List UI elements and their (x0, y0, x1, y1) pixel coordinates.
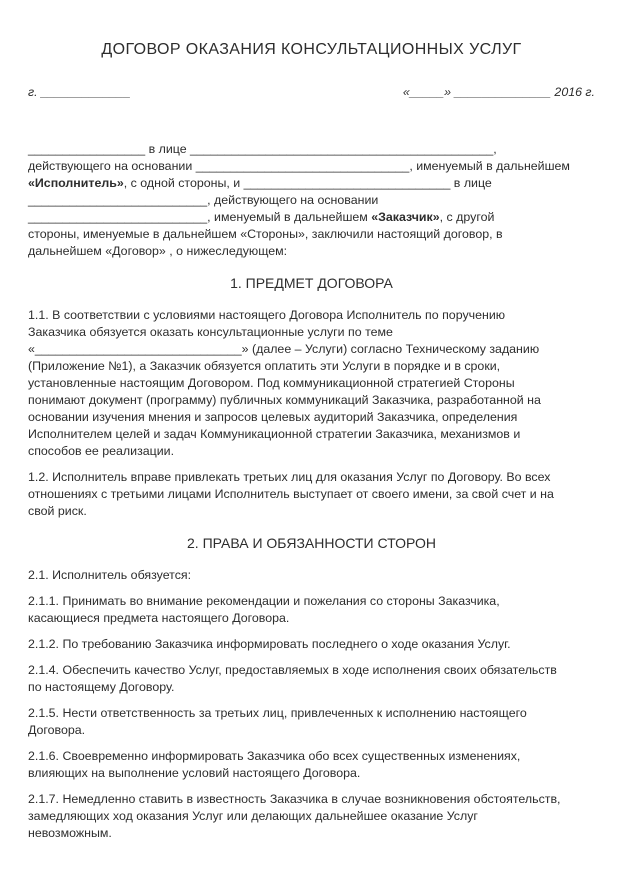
text-segment: по настоящему Договору. (28, 680, 175, 694)
text-segment: влияющих на выполнение условий настоящего Договора. (28, 766, 361, 780)
text-segment: стороны, именуемые в дальнейшем «Стороны», заключили настоящий договор, в (28, 227, 503, 241)
text-segment: 2.1.5. Нести ответственность за третьих лиц, привлеченных к исполнению настоящего (28, 706, 527, 720)
text-segment: 2.1.7. Немедленно ставить в известность Заказчика в случае возникновения обстоятельств, (28, 792, 561, 806)
text-line (28, 392, 595, 409)
text-segment: 2.1. Исполнитель обязуется: (28, 568, 192, 582)
text-segment: касающиеся предмета настоящего Договора. (28, 611, 290, 625)
paragraph (28, 791, 595, 842)
dateline-date-blank: «_____» ______________ 2016 г. (402, 85, 595, 99)
text-segment: невозможным. (28, 826, 112, 840)
text-line (28, 192, 595, 209)
text-segment: Договора. (28, 723, 86, 737)
text-segment: способов ее реализации. (28, 444, 175, 458)
text-line (28, 175, 595, 192)
text-segment: дальнейшем «Договор» , о нижеследующем: (28, 244, 288, 258)
text-line (28, 503, 595, 520)
text-line (28, 765, 595, 782)
text-segment: отношениях с третьими лицами Исполнитель выступает от своего имени, за свой счет и на (28, 487, 554, 501)
section-heading: 1. ПРЕДМЕТ ДОГОВОРА (230, 275, 393, 291)
text-line (28, 722, 595, 739)
text-line (28, 307, 595, 324)
text-line (28, 469, 595, 486)
text-line (28, 593, 595, 610)
text-line (28, 375, 595, 392)
text-line (28, 409, 595, 426)
text-line (28, 324, 595, 341)
emphasized-term: «Заказчик» (371, 210, 440, 224)
text-segment: , с одной стороны, и ______________________________ в лице (123, 176, 492, 190)
text-line (28, 443, 595, 460)
text-segment: основании изучения мнения и запросов целевых аудиторий Заказчика, определения (28, 410, 518, 424)
text-line (28, 341, 595, 358)
text-segment: , с другой (439, 210, 495, 224)
text-segment: (Приложение №1), а Заказчик обязуется оплатить эти Услуги в порядке и в сроки, (28, 359, 501, 373)
text-line (28, 825, 595, 842)
text-line (28, 679, 595, 696)
text-line (28, 426, 595, 443)
emphasized-term: «Исполнитель» (28, 176, 124, 190)
text-line (28, 141, 595, 158)
dateline-city-blank: г. _____________ (28, 85, 131, 99)
text-line (28, 636, 595, 653)
paragraph (28, 748, 595, 782)
text-line (28, 567, 595, 584)
text-segment: понимают документ (программу) публичных коммуникаций Заказчика, разработанной на (28, 393, 541, 407)
text-line (28, 705, 595, 722)
text-segment: установленные настоящим Договором. Под коммуникационной стратегией Стороны (28, 376, 515, 390)
section-heading: 2. ПРАВА И ОБЯЗАННОСТИ СТОРОН (187, 535, 436, 551)
text-line (28, 158, 595, 175)
paragraph (28, 141, 595, 260)
text-segment: свой риск. (28, 504, 87, 518)
text-segment: 1.2. Исполнитель вправе привлекать третьих лиц для оказания Услуг по Договору. Во всех (28, 470, 551, 484)
text-line (28, 486, 595, 503)
text-line (28, 791, 595, 808)
paragraph (28, 307, 595, 460)
text-segment: 2.1.4. Обеспечить качество Услуг, предоставляемых в ходе исполнения своих обязательств (28, 663, 557, 677)
text-line (28, 226, 595, 243)
text-line (28, 610, 595, 627)
paragraph (28, 593, 595, 627)
paragraph (28, 636, 595, 653)
text-segment: Исполнителем целей и задач Коммуникационной стратегии Заказчика, механизмов и (28, 427, 521, 441)
text-segment: _________________ в лице ____________________________________________, (28, 142, 497, 156)
paragraph (28, 567, 595, 584)
dateline (28, 84, 595, 101)
paragraph (28, 469, 595, 520)
text-line (28, 243, 595, 260)
text-line (28, 209, 595, 226)
text-segment: 2.1.2. По требованию Заказчика информировать последнего о ходе оказания Услуг. (28, 637, 511, 651)
paragraph (28, 705, 595, 739)
text-segment: __________________________, именуемый в дальнейшем (28, 210, 372, 224)
text-segment: действующего на основании _______________________________, именуемый в дальнейшем (28, 159, 570, 173)
document-blocks (28, 141, 595, 842)
text-segment: 2.1.1. Принимать во внимание рекомендации и пожелания со стороны Заказчика, (28, 594, 500, 608)
document-title: ДОГОВОР ОКАЗАНИЯ КОНСУЛЬТАЦИОННЫХ УСЛУГ (101, 41, 522, 58)
text-segment: __________________________, действующего на основании (28, 193, 379, 207)
text-line (28, 662, 595, 679)
text-line (28, 358, 595, 375)
text-line (28, 808, 595, 825)
text-line (28, 748, 595, 765)
text-segment: 1.1. В соответствии с условиями настоящего Договора Исполнитель по поручению (28, 308, 506, 322)
paragraph (28, 662, 595, 696)
text-segment: 2.1.6. Своевременно информировать Заказчика обо всех существенных изменениях, (28, 749, 521, 763)
text-segment: замедляющих ход оказания Услуг или делающих дальнейшее оказание Услуг (28, 809, 478, 823)
text-segment: «______________________________» (далее – Услуги) согласно Техническому заданию (28, 342, 540, 356)
text-segment: Заказчика обязуется оказать консультационные услуги по теме (28, 325, 393, 339)
